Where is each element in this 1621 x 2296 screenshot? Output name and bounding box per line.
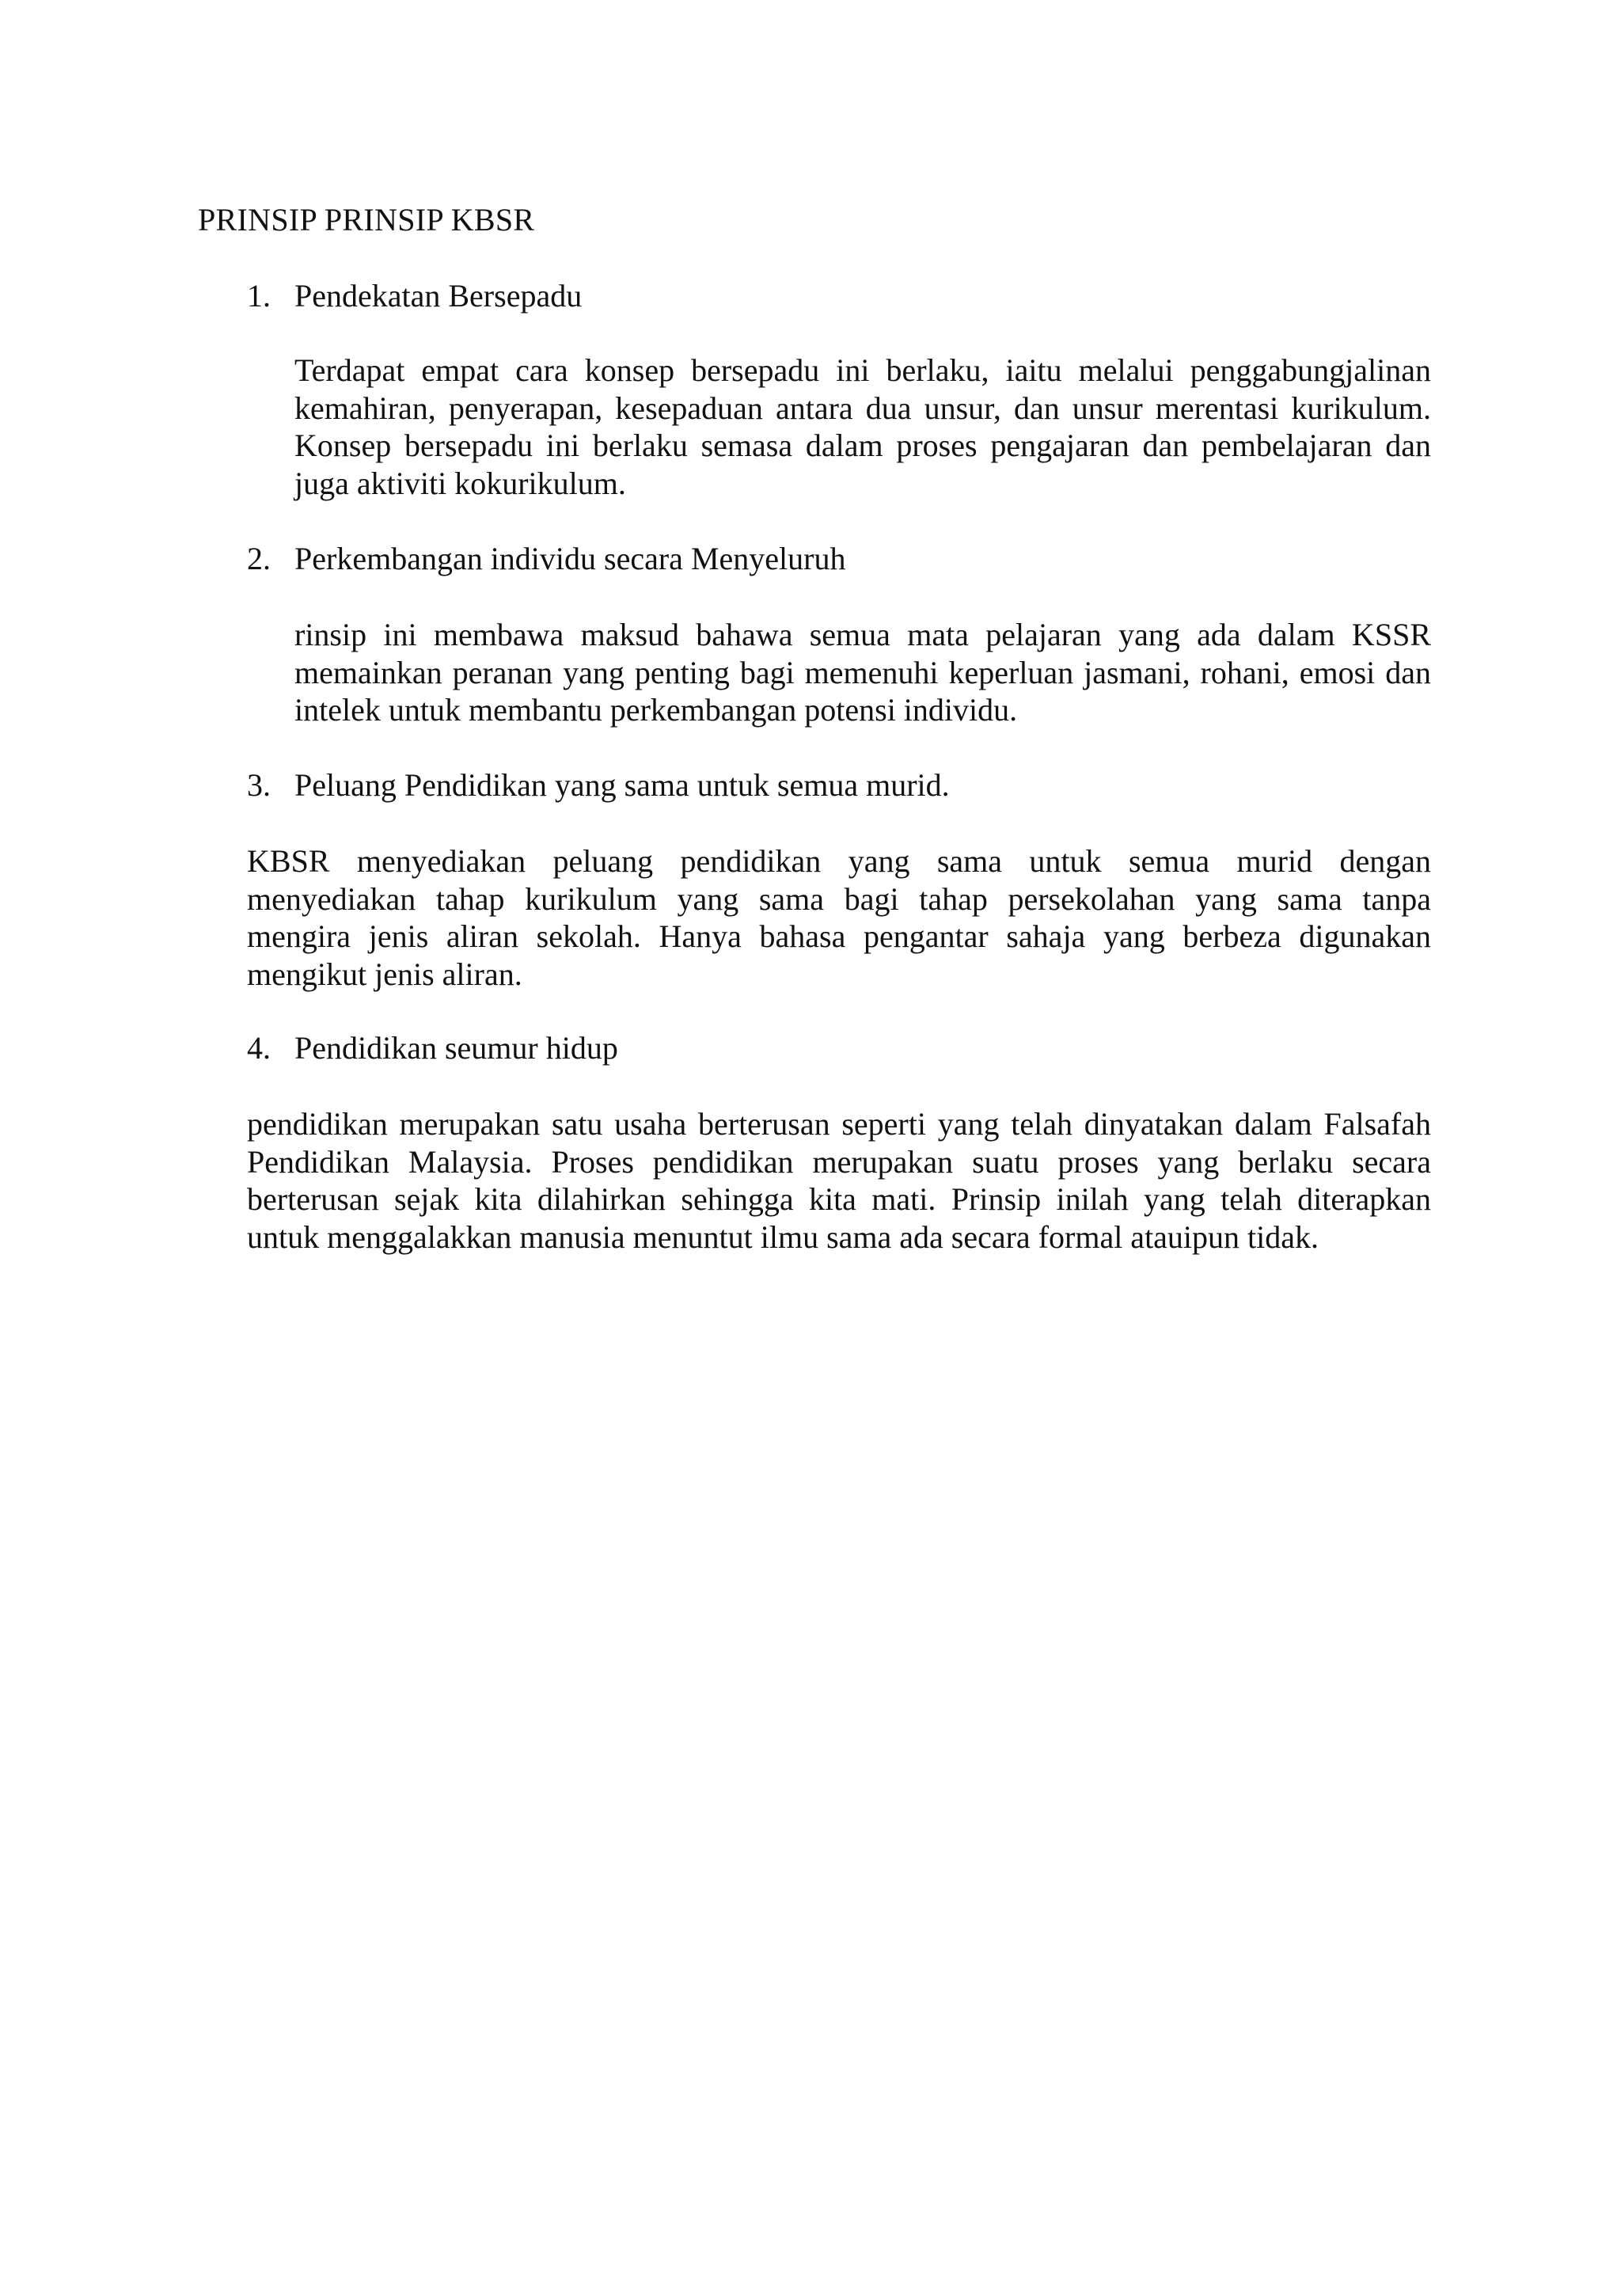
paragraph-line: memainkan peranan yang penting bagi memenuhi keperluan jasmani, rohani, emosi dan (294, 654, 1431, 690)
paragraph-line: Terdapat empat cara konsep bersepadu ini berlaku, iaitu melalui penggabungjalinan (294, 352, 1431, 388)
section-3-paragraph (247, 842, 1431, 993)
paragraph-line: berterusan sejak kita dilahirkan sehingga kita mati. Prinsip inilah yang telah diterapkan (247, 1181, 1431, 1217)
section-2-heading (247, 540, 845, 578)
paragraph-line: untuk menggalakkan manusia menuntut ilmu sama ada secara formal atauipun tidak. (247, 1218, 1319, 1255)
section-3-number: 3. (247, 767, 271, 803)
paragraph-line: rinsip ini membawa maksud bahawa semua mata pelajaran yang ada dalam KSSR (294, 617, 1431, 652)
section-4-heading (247, 1029, 618, 1067)
paragraph-line: menyediakan tahap kurikulum yang sama bagi tahap persekolahan yang sama tanpa (247, 880, 1431, 917)
paragraph-line: Konsep bersepadu ini berlaku semasa dalam proses pengajaran dan pembelajaran dan (294, 428, 1431, 463)
paragraph-line: KBSR menyediakan peluang pendidikan yang sama untuk semua murid dengan (247, 843, 1431, 879)
document-title: PRINSIP PRINSIP KBSR (198, 202, 535, 238)
section-3-title: Peluang Pendidikan yang sama untuk semua murid. (294, 767, 950, 803)
section-4-title: Pendidikan seumur hidup (294, 1030, 618, 1066)
paragraph-line: pendidikan merupakan satu usaha berterusan seperti yang telah dinyatakan dalam Falsafah (247, 1106, 1431, 1142)
section-2-title: Perkembangan individu secara Menyeluruh (294, 541, 846, 576)
section-1-heading (247, 277, 582, 315)
section-3-heading (247, 766, 950, 804)
section-1-number: 1. (247, 278, 271, 314)
section-1-title: Pendekatan Bersepadu (294, 278, 583, 314)
paragraph-line: juga aktiviti kokurikulum. (294, 465, 626, 501)
paragraph-line: Pendidikan Malaysia. Proses pendidikan merupakan suatu proses yang berlaku secara (247, 1143, 1431, 1180)
section-2-number: 2. (247, 541, 271, 576)
section-4-number: 4. (247, 1030, 271, 1066)
section-2-paragraph (294, 616, 1431, 729)
paragraph-line: intelek untuk membantu perkembangan potensi individu. (294, 692, 1018, 728)
paragraph-line: mengikut jenis aliran. (247, 956, 522, 992)
paragraph-line: mengira jenis aliran sekolah. Hanya bahasa pengantar sahaja yang berbeza digunakan (247, 918, 1431, 954)
section-4-paragraph (247, 1105, 1431, 1256)
section-1-paragraph (294, 352, 1431, 502)
paragraph-line: kemahiran, penyerapan, kesepaduan antara dua unsur, dan unsur merentasi kurikulum. (294, 390, 1431, 426)
